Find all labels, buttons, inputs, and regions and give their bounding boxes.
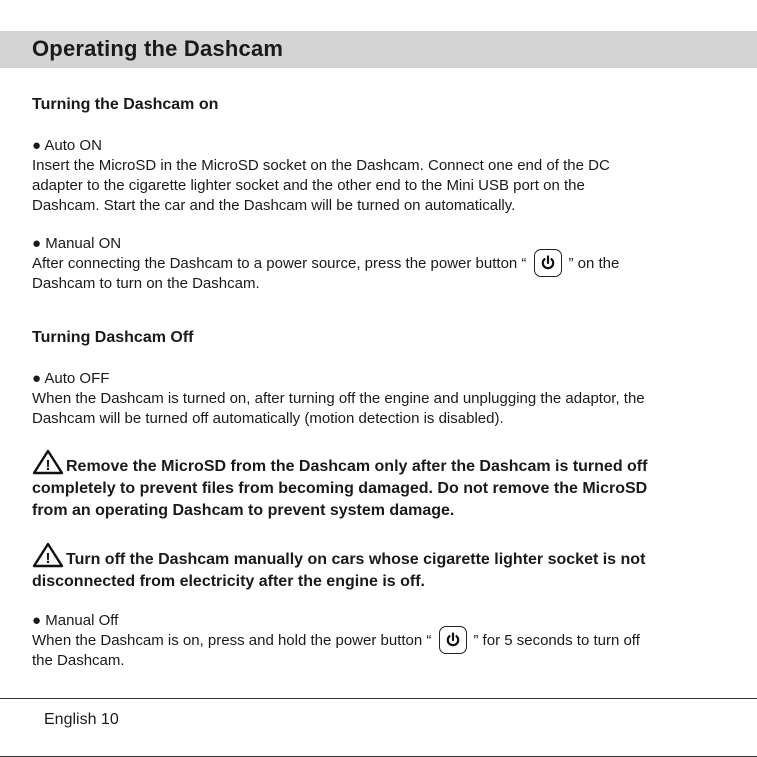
warning-2 <box>32 542 732 571</box>
warning-1-line-2: completely to prevent files from becoming damaged. Do not remove the MicroSD <box>32 480 648 497</box>
footer-divider-top <box>0 698 757 699</box>
manual-on-text-1 <box>32 254 732 274</box>
auto-off-text-2: Dashcam will be turned off automatically (motion detection is disabled). <box>32 410 504 427</box>
manual-off-text-1-post: ” for 5 seconds to turn off <box>473 632 640 649</box>
warning-triangle-icon <box>32 542 64 568</box>
manual-off-text-1-pre: When the Dashcam is on, press and hold the power button “ <box>32 632 432 649</box>
warning-1-line-3: from an operating Dashcam to prevent system damage. <box>32 502 455 519</box>
warning-triangle-icon <box>32 449 64 475</box>
manual-on-label: ● Manual ON <box>32 235 122 252</box>
manual-off-text-1 <box>32 631 732 651</box>
auto-on-label: ● Auto ON <box>32 137 102 154</box>
warning-1 <box>32 449 732 478</box>
page-number: English 10 <box>44 711 119 728</box>
manual-on-text-1-pre: After connecting the Dashcam to a power source, press the power button “ <box>32 255 527 272</box>
warning-2-line-1: Turn off the Dashcam manually on cars whose cigarette lighter socket is not <box>66 551 646 568</box>
page-title: Operating the Dashcam <box>32 36 284 61</box>
manual-off-label: ● Manual Off <box>32 612 119 629</box>
auto-on-text-2: adapter to the cigarette lighter socket and the other end to the Mini USB port on the <box>32 177 585 194</box>
manual-on-text-1-post: ” on the <box>568 255 620 272</box>
section-heading-on: Turning the Dashcam on <box>32 96 219 113</box>
manual-on-text-2: Dashcam to turn on the Dashcam. <box>32 275 260 292</box>
auto-on-text-1: Insert the MicroSD in the MicroSD socket on the Dashcam. Connect one end of the DC <box>32 157 610 174</box>
svg-text:!: ! <box>45 550 51 567</box>
manual-off-text-2: the Dashcam. <box>32 652 125 669</box>
main-content <box>32 94 732 671</box>
warning-2-line-2: disconnected from electricity after the engine is off. <box>32 573 425 590</box>
section-heading-off: Turning Dashcam Off <box>32 329 194 346</box>
auto-off-label: ● Auto OFF <box>32 370 110 387</box>
auto-on-text-3: Dashcam. Start the car and the Dashcam will be turned on automatically. <box>32 197 516 214</box>
svg-text:!: ! <box>45 457 51 474</box>
power-button-icon <box>534 249 562 277</box>
auto-off-text-1: When the Dashcam is turned on, after turning off the engine and unplugging the adaptor, the <box>32 390 645 407</box>
power-button-icon <box>439 626 467 654</box>
warning-1-line-1: Remove the MicroSD from the Dashcam only after the Dashcam is turned off <box>66 458 648 475</box>
